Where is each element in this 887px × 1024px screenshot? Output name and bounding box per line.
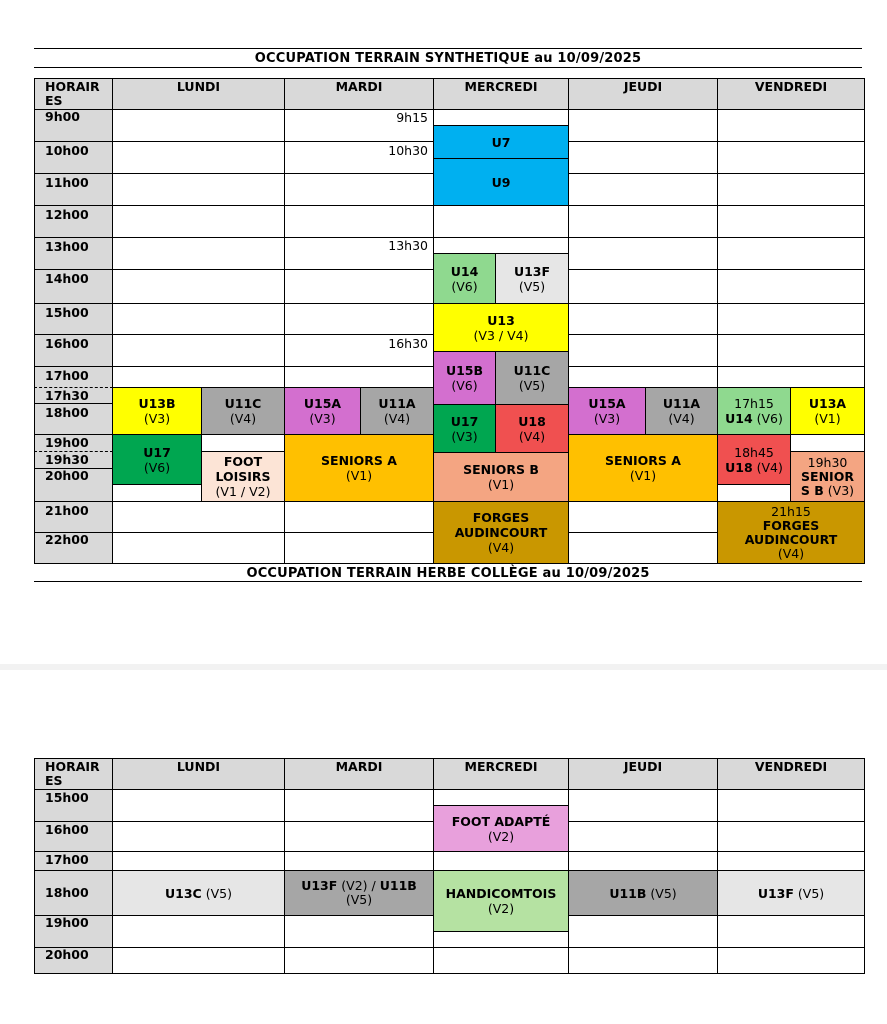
time-cell: 22h00 [34, 532, 113, 564]
empty-slot [568, 915, 718, 948]
header-horaires: HORAIRES [34, 78, 113, 110]
empty-slot [112, 334, 285, 367]
empty-slot [717, 821, 865, 852]
slot-mer-seniors-b[interactable]: SENIORS B (V1) [433, 452, 569, 502]
time-note: 13h30 [388, 238, 428, 253]
slot-mer-u9[interactable]: U9 [433, 158, 569, 206]
empty-slot [112, 303, 285, 335]
empty-slot [112, 141, 285, 174]
time-cell: 15h00 [34, 303, 113, 335]
empty-slot [112, 205, 285, 238]
slot-mer-u11c[interactable]: U11C (V5) [495, 351, 569, 405]
empty-slot [717, 484, 791, 502]
empty-slot [568, 532, 718, 564]
header-mardi: MARDI [284, 78, 434, 110]
time-cell: 15h00 [34, 789, 113, 822]
time-cell: 19h00 [34, 434, 113, 452]
time-note: 9h15 [396, 110, 428, 125]
empty-slot [717, 789, 865, 822]
empty-slot [568, 205, 718, 238]
time-cell: 18h00 [34, 870, 113, 916]
time-cell: 19h00 [34, 915, 113, 948]
empty-slot [112, 532, 285, 564]
empty-slot [568, 789, 718, 822]
empty-slot [112, 269, 285, 304]
slot-ven-u14[interactable]: 17h15 U14 (V6) [717, 387, 791, 435]
slot-herbe-handicomtois[interactable]: HANDICOMTOIS (V2) [433, 870, 569, 932]
empty-slot [112, 821, 285, 852]
time-note: 16h30 [388, 336, 428, 351]
empty-slot [201, 434, 285, 452]
time-cell: 12h00 [34, 205, 113, 238]
slot-lun-u13b[interactable]: U13B (V3) [112, 387, 202, 435]
time-cell: 14h00 [34, 269, 113, 304]
slot-herbe-lundi[interactable]: U13C (V5) [112, 870, 285, 916]
slot-herbe-vendredi[interactable]: U13F (V5) [717, 870, 865, 916]
empty-slot [284, 205, 434, 238]
empty-slot [112, 851, 285, 871]
empty-slot [568, 851, 718, 871]
slot-ven-u13a[interactable]: U13A (V1) [790, 387, 865, 435]
slot-lun-foot-loisirs[interactable]: FOOT LOISIRS (V1 / V2) [201, 451, 285, 502]
header-mardi: MARDI [284, 758, 434, 790]
empty-slot [112, 109, 285, 142]
empty-slot [568, 334, 718, 367]
time-cell: 18h00 [34, 403, 113, 435]
header-jeudi: JEUDI [568, 758, 718, 790]
empty-slot [568, 269, 718, 304]
time-cell: 17h00 [34, 366, 113, 388]
empty-slot [717, 237, 865, 270]
synthetique-title: OCCUPATION TERRAIN SYNTHETIQUE au 10/09/2025 [254, 51, 642, 66]
empty-slot [568, 173, 718, 206]
empty-slot [433, 205, 569, 238]
slot-mer-u15b[interactable]: U15B (V6) [433, 351, 496, 405]
header-mercredi: MERCREDI [433, 78, 569, 110]
empty-slot [717, 947, 865, 974]
time-cell: 10h00 [34, 141, 113, 174]
empty-slot [284, 947, 434, 974]
header-lundi: LUNDI [112, 758, 285, 790]
slot-lun-u11c[interactable]: U11C (V4) [201, 387, 285, 435]
header-jeudi: JEUDI [568, 78, 718, 110]
slot-herbe-jeudi[interactable]: U11B (V5) [568, 870, 718, 916]
time-cell: 9h00 [34, 109, 113, 142]
empty-slot [717, 205, 865, 238]
time-cell: 20h00 [34, 947, 113, 974]
slot-mer-u17[interactable]: U17 (V3) [433, 404, 496, 453]
empty-slot [717, 269, 865, 304]
empty-slot [433, 851, 569, 871]
empty-slot [568, 141, 718, 174]
slot-mer-u13f[interactable]: U13F (V5) [495, 253, 569, 304]
header-mercredi: MERCREDI [433, 758, 569, 790]
slot-jeu-u11a[interactable]: U11A (V4) [645, 387, 718, 435]
time-cell: 20h00 [34, 468, 113, 502]
slot-herbe-foot-adapte[interactable]: FOOT ADAPTÉ (V2) [433, 805, 569, 852]
slot-mer-u14[interactable]: U14 (V6) [433, 253, 496, 304]
herbe-title: OCCUPATION TERRAIN HERBE COLLÈGE au 10/09/2025 [246, 566, 650, 581]
time-cell: 13h00 [34, 237, 113, 270]
empty-slot [717, 915, 865, 948]
empty-slot [284, 851, 434, 871]
empty-slot [112, 484, 202, 502]
header-vendredi: VENDREDI [717, 78, 865, 110]
slot-jeu-seniors-a[interactable]: SENIORS A (V1) [568, 434, 718, 502]
empty-slot [112, 789, 285, 822]
empty-slot [717, 303, 865, 335]
empty-slot [568, 947, 718, 974]
empty-slot [284, 366, 434, 388]
time-cell: 19h30 [34, 451, 113, 469]
slot-mer-u7[interactable]: U7 [433, 125, 569, 159]
empty-slot [433, 237, 569, 254]
empty-slot [284, 789, 434, 822]
empty-slot [717, 334, 865, 367]
empty-slot [433, 789, 569, 806]
empty-slot [112, 915, 285, 948]
empty-slot [433, 109, 569, 126]
empty-slot [284, 821, 434, 852]
header-lundi: LUNDI [112, 78, 285, 110]
empty-slot [790, 434, 865, 452]
time-cell: 16h00 [34, 334, 113, 367]
empty-slot [284, 915, 434, 948]
slot-jeu-u15a[interactable]: U15A (V3) [568, 387, 646, 435]
empty-slot [112, 173, 285, 206]
slot-mer-forges[interactable]: FORGES AUDINCOURT (V4) [433, 501, 569, 564]
empty-slot [112, 947, 285, 974]
slot-mar-seniors-a[interactable]: SENIORS A (V1) [284, 434, 434, 502]
empty-slot [568, 109, 718, 142]
empty-slot [112, 237, 285, 270]
empty-slot [433, 931, 569, 948]
time-cell: 16h00 [34, 821, 113, 852]
time-cell: 17h00 [34, 851, 113, 871]
empty-slot [284, 173, 434, 206]
slot-mar-u11a[interactable]: U11A (V4) [360, 387, 434, 435]
time-note: 10h30 [388, 143, 428, 158]
empty-slot [284, 532, 434, 564]
empty-slot [112, 366, 285, 388]
slot-ven-u18[interactable]: 18h45 U18 (V4) [717, 434, 791, 485]
empty-slot [284, 303, 434, 335]
header-horaires: HORAIRES [34, 758, 113, 790]
slot-mar-u15a[interactable]: U15A (V3) [284, 387, 361, 435]
slot-ven-senior-sb[interactable]: 19h30 SENIOR S B (V3) [790, 451, 865, 502]
slot-herbe-mardi[interactable]: U13F (V2) / U11B (V5) [284, 870, 434, 916]
empty-slot [284, 269, 434, 304]
empty-slot [568, 366, 718, 388]
slot-ven-forges[interactable]: 21h15 FORGES AUDINCOURT (V4) [717, 501, 865, 564]
empty-slot [568, 821, 718, 852]
empty-slot [717, 851, 865, 871]
empty-slot [433, 947, 569, 974]
slot-lun-u17[interactable]: U17 (V6) [112, 434, 202, 485]
time-cell: 21h00 [34, 501, 113, 533]
empty-slot [568, 501, 718, 533]
empty-slot [284, 501, 434, 533]
time-cell: 17h30 [34, 387, 113, 404]
empty-slot [717, 366, 865, 388]
slot-mer-u18[interactable]: U18 (V4) [495, 404, 569, 453]
empty-slot [112, 501, 285, 533]
page-separator [0, 664, 887, 670]
empty-slot [568, 237, 718, 270]
empty-slot [717, 141, 865, 174]
empty-slot [717, 109, 865, 142]
empty-slot [717, 173, 865, 206]
empty-slot [568, 303, 718, 335]
time-cell: 11h00 [34, 173, 113, 206]
slot-mer-u13[interactable]: U13 (V3 / V4) [433, 303, 569, 352]
header-vendredi: VENDREDI [717, 758, 865, 790]
